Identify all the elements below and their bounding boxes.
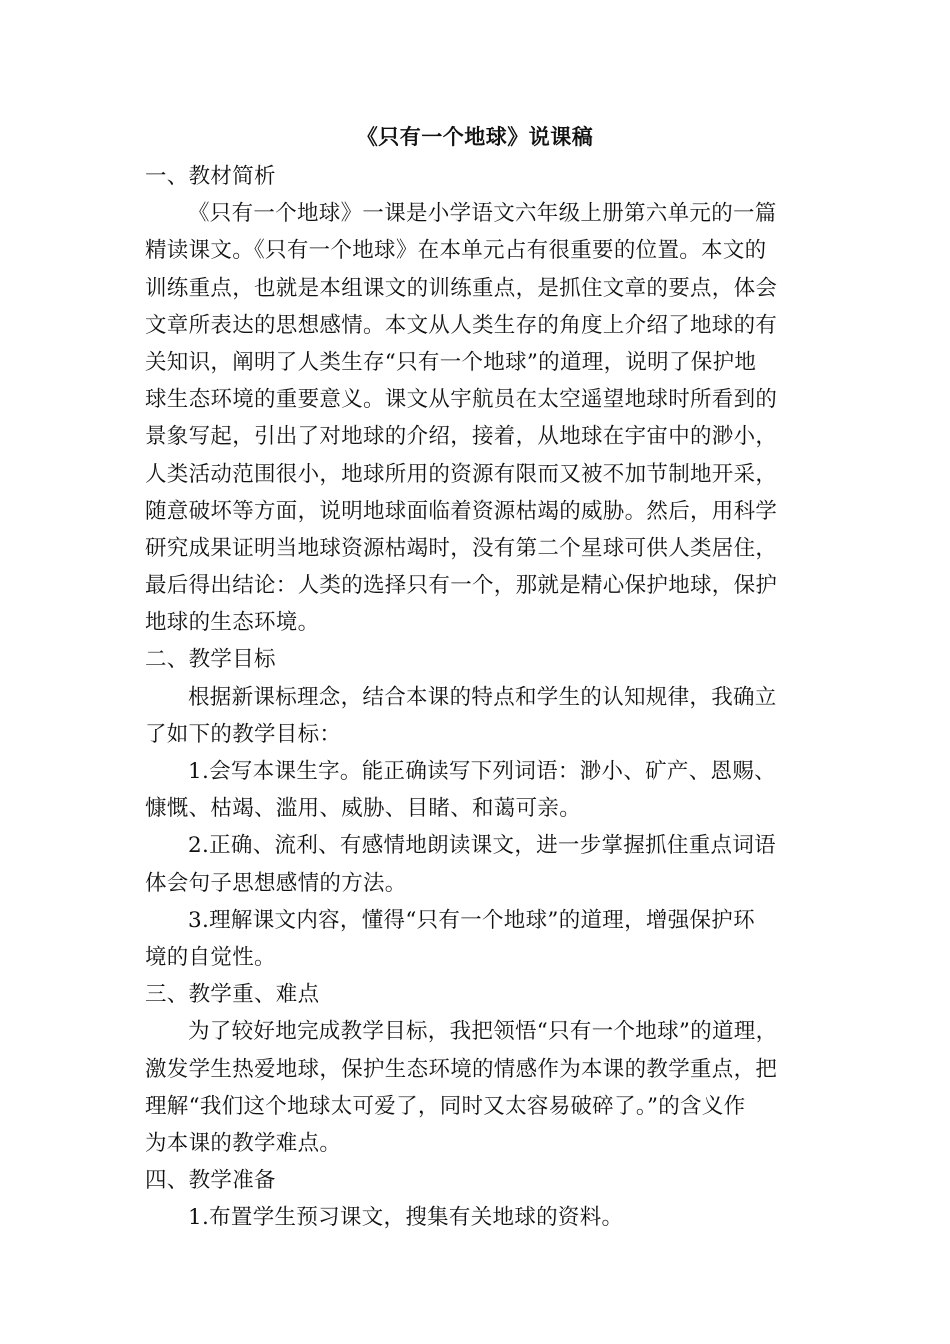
paragraph-line: 景象写起，引出了对地球的介绍，接着，从地球在宇宙中的渺小， bbox=[145, 424, 778, 450]
list-item-line: 2.正确、流利、有感情地朗读课文，进一步掌握抓住重点词语 bbox=[188, 833, 776, 859]
list-item-line: 3.理解课文内容，懂得“只有一个地球”的道理，增强保护环 bbox=[188, 907, 755, 933]
paragraph-line: 精读课文。《只有一个地球》在本单元占有很重要的位置。本文的 bbox=[145, 238, 767, 264]
paragraph-line: 激发学生热爱地球，保护生态环境的情感作为本课的教学重点，把 bbox=[145, 1056, 778, 1082]
list-item-line: 1.布置学生预习课文，搜集有关地球的资料。 bbox=[188, 1205, 624, 1231]
paragraph-line: 根据新课标理念，结合本课的特点和学生的认知规律，我确立 bbox=[188, 684, 777, 710]
paragraph-line: 为了较好地完成教学目标，我把领悟“只有一个地球”的道理， bbox=[188, 1019, 778, 1045]
paragraph-line: 理解“我们这个地球太可爱了，同时又太容易破碎了。”的含义作 bbox=[145, 1093, 746, 1119]
list-item-line: 1.会写本课生字。能正确读写下列词语：渺小、矿产、恩赐、 bbox=[188, 759, 776, 784]
paragraph-line: 训练重点，也就是本组课文的训练重点，是抓住文章的要点，体会 bbox=[145, 275, 778, 301]
section-heading: 四、教学准备 bbox=[145, 1168, 276, 1194]
paragraph-line: 研究成果证明当地球资源枯竭时，没有第二个星球可供人类居住， bbox=[145, 535, 778, 561]
document-title: 《只有一个地球》说课稿 bbox=[356, 125, 594, 149]
paragraph-line: 球生态环境的重要意义。课文从宇航员在太空遥望地球时所看到的 bbox=[145, 387, 778, 413]
paragraph-line: 随意破坏等方面，说明地球面临着资源枯竭的威胁。然后，用科学 bbox=[145, 498, 778, 524]
paragraph-line: 地球的生态环境。 bbox=[145, 610, 320, 636]
paragraph-line: 关知识，阐明了人类生存“只有一个地球”的道理，说明了保护地 bbox=[145, 349, 757, 375]
section-heading: 三、教学重、难点 bbox=[145, 982, 320, 1008]
paragraph-line: 为本课的教学难点。 bbox=[145, 1130, 342, 1156]
paragraph-line: 文章所表达的思想感情。本文从人类生存的角度上介绍了地球的有 bbox=[145, 312, 778, 338]
list-item-line: 慷慨、枯竭、滥用、威胁、目睹、和蔼可亲。 bbox=[145, 796, 582, 822]
paragraph-line: 最后得出结论：人类的选择只有一个，那就是精心保护地球，保护 bbox=[145, 573, 778, 599]
section-heading: 二、教学目标 bbox=[145, 647, 276, 673]
paragraph-line: 《只有一个地球》一课是小学语文六年级上册第六单元的一篇 bbox=[188, 201, 777, 227]
document-body bbox=[145, 158, 795, 1236]
paragraph-line: 人类活动范围很小，地球所用的资源有限而又被不加节制地开采， bbox=[145, 461, 778, 487]
paragraph-line: 了如下的教学目标： bbox=[145, 721, 342, 747]
section-heading: 一、教材简析 bbox=[145, 164, 276, 189]
list-item-line: 体会句子思想感情的方法。 bbox=[145, 870, 407, 896]
list-item-line: 境的自觉性。 bbox=[145, 944, 276, 970]
